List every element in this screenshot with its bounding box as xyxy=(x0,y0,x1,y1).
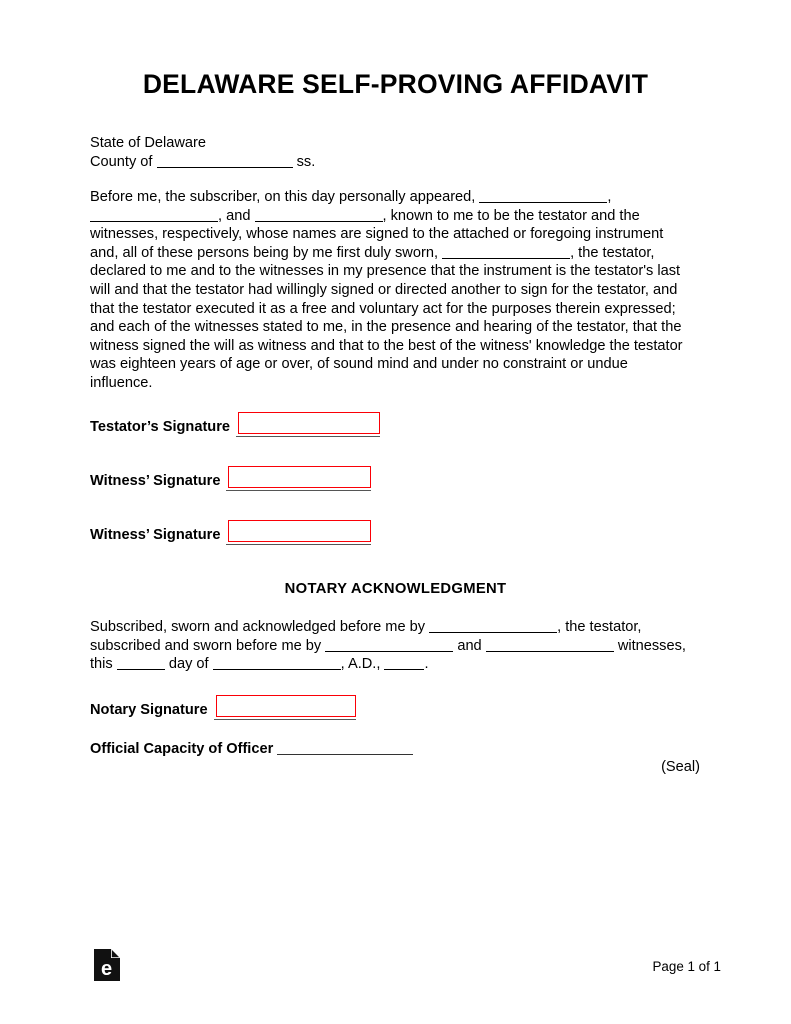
county-fill-blank[interactable] xyxy=(157,154,293,168)
testator-signature-row xyxy=(90,412,380,437)
witness-2-signature-slot[interactable] xyxy=(226,520,371,545)
eforms-document-icon xyxy=(94,949,120,981)
county-suffix: ss. xyxy=(296,153,316,170)
testator-signature-slot[interactable] xyxy=(236,412,380,437)
notary-month-blank[interactable] xyxy=(213,656,341,670)
notary-sentence-3: and xyxy=(457,637,482,654)
page-title: DELAWARE SELF-PROVING AFFIDAVIT xyxy=(142,69,649,99)
sworn-blank[interactable] xyxy=(442,245,570,259)
county-line xyxy=(90,153,710,172)
testator-signature-label: Testator’s Signature xyxy=(90,419,231,435)
notary-witness-blank-1[interactable] xyxy=(325,638,453,652)
notary-day-blank[interactable] xyxy=(117,656,165,670)
notary-sentence-7: . xyxy=(424,656,429,673)
notary-signature-row xyxy=(90,695,356,720)
witness-1-signature-row xyxy=(90,466,371,491)
affidavit-sentence-5: , the testator, declared to me and to the witnesses in my presence that the instrument is the testator's last will and that the testator had willingly signed or directed another to sign for the testator, and that the testator executed it as a free and voluntary act for the purposes therein expressed; and each of the witnesses stated to me, in the presence and hearing of the testator, that the witness signed the will as witness and that to the best of the witness' knowledge the testator was eighteen years of age or over, of sound mind and under no constraint or undue influence. xyxy=(90,244,683,391)
testator-signature-input[interactable] xyxy=(238,412,380,434)
jurisdiction-block xyxy=(90,134,710,171)
witness-1-signature-label: Witness’ Signature xyxy=(90,473,221,489)
official-capacity-blank[interactable] xyxy=(277,741,413,755)
official-capacity-row xyxy=(90,741,413,757)
notary-sentence-6: , A.D., xyxy=(340,656,381,673)
notary-sentence-1: Subscribed, sworn and acknowledged before me by xyxy=(90,619,426,635)
witness-2-signature-input[interactable] xyxy=(228,520,371,542)
notary-acknowledgment-heading: NOTARY ACKNOWLEDGMENT xyxy=(284,581,507,597)
witness-1-signature-input[interactable] xyxy=(228,466,371,488)
appeared-blank-3[interactable] xyxy=(255,208,383,222)
notary-paragraph xyxy=(90,618,694,674)
witness-1-signature-slot[interactable] xyxy=(226,466,371,491)
state-line: State of Delaware xyxy=(90,135,207,151)
county-label: County of xyxy=(90,153,153,170)
affidavit-sentence-1: Before me, the subscriber, on this day personally appeared, xyxy=(90,189,476,205)
affidavit-paragraph xyxy=(90,188,694,393)
notary-witness-blank-2[interactable] xyxy=(486,638,614,652)
official-capacity-label: Official Capacity of Officer xyxy=(90,741,274,757)
seal-label: (Seal) xyxy=(661,759,700,775)
appeared-blank-1[interactable] xyxy=(479,189,607,203)
notary-signature-slot[interactable] xyxy=(214,695,356,720)
witness-2-signature-label: Witness’ Signature xyxy=(90,527,221,543)
page-number: Page 1 of 1 xyxy=(652,959,721,974)
notary-signature-label: Notary Signature xyxy=(90,702,208,718)
notary-sentence-2: , the testator, subscribed and sworn before me by xyxy=(90,619,642,654)
notary-testator-blank[interactable] xyxy=(429,619,557,633)
notary-sentence-5: day of xyxy=(168,656,209,673)
notary-signature-input[interactable] xyxy=(216,695,356,717)
svg-text:e: e xyxy=(100,958,113,980)
appeared-blank-2[interactable] xyxy=(90,208,218,222)
affidavit-sentence-4: , known to me to be the testator and the witnesses, respectively, whose names are signed to the attached or foregoing instrument and, all of these persons being by me first duly sworn, xyxy=(90,207,664,261)
affidavit-sentence-2: , xyxy=(607,189,612,205)
notary-year-blank[interactable] xyxy=(384,656,424,670)
notary-sentence-4: witnesses, this xyxy=(90,637,686,673)
affidavit-sentence-3: , and xyxy=(218,207,251,224)
witness-2-signature-row xyxy=(90,520,371,545)
